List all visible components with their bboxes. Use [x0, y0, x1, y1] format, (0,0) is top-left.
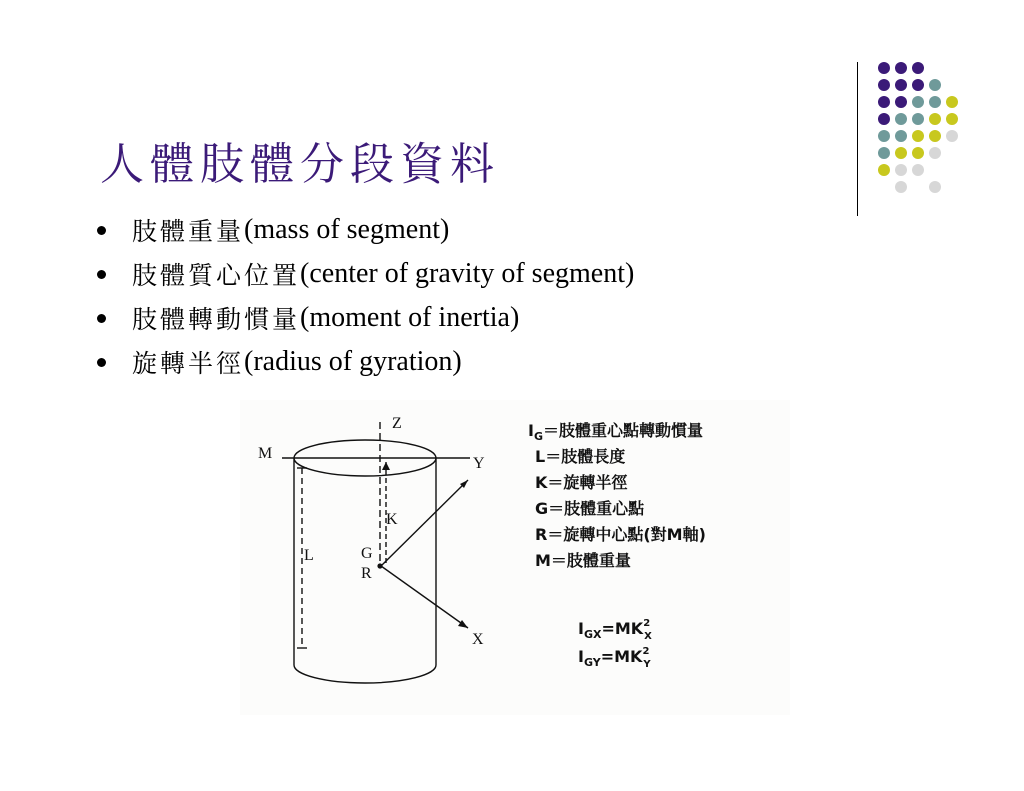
decorative-dot [929, 96, 941, 108]
slide-title: 人體肢體分段資料 [100, 139, 500, 190]
bullet-text-zh: 肢體轉動慣量 [132, 305, 301, 334]
decorative-dot [912, 62, 924, 74]
legend-line: $I_G=$肢體重心點轉動慣量 [528, 421, 703, 443]
m-label: M [258, 445, 273, 462]
decorative-dot [878, 130, 890, 142]
decorative-dot [895, 147, 907, 159]
g-label: G [361, 545, 373, 562]
legend-line: R＝旋轉中心點(對M軸) [535, 525, 706, 544]
formula-igx: $I_{GX}=MK^2$ X [578, 618, 652, 642]
decorative-dot [929, 130, 941, 142]
decorative-dot [912, 113, 924, 125]
decorative-dot [895, 113, 907, 125]
k-arrow-head [382, 462, 390, 470]
decorative-dot [895, 130, 907, 142]
segment-diagram-figure [240, 400, 790, 715]
z-label: Z [392, 415, 402, 432]
legend-line: G＝肢體重心點 [535, 499, 645, 518]
bullet-item [97, 340, 634, 384]
decorative-dot [878, 79, 890, 91]
bullet-text-en: (mass of segment) [244, 214, 450, 245]
decorative-dot [912, 79, 924, 91]
decorative-dot [878, 113, 890, 125]
bullet-text-en: (radius of gyration) [244, 346, 462, 377]
bullet-text-zh: 肢體質心位置 [132, 261, 301, 290]
decorative-dot [878, 164, 890, 176]
decorative-dot [929, 79, 941, 91]
formula-igy: $I_{GY}=MK^2$ Y [578, 646, 651, 670]
bullet-text-en: (moment of inertia) [300, 302, 520, 333]
bullet-item [97, 252, 634, 296]
bullet-icon [97, 358, 106, 367]
legend-line: L＝肢體長度 [535, 447, 626, 466]
decorative-dot [895, 181, 907, 193]
x-label: X [472, 631, 484, 648]
r-label: R [361, 565, 372, 582]
k-label: K [386, 511, 398, 528]
decorative-dot [946, 96, 958, 108]
decorative-dot [878, 147, 890, 159]
bullet-icon [97, 226, 106, 235]
decorative-dot-grid [0, 0, 1024, 230]
decorative-dot [946, 130, 958, 142]
decorative-dot [912, 96, 924, 108]
decorative-dot [895, 79, 907, 91]
divider-line [857, 62, 858, 216]
l-label: L [304, 547, 314, 564]
decorative-dot [895, 164, 907, 176]
segment-diagram [240, 400, 790, 715]
decorative-dot [929, 113, 941, 125]
g-point [377, 563, 382, 568]
bullet-item [97, 296, 634, 340]
decorative-dot [878, 62, 890, 74]
decorative-dot [878, 96, 890, 108]
decorative-dot [912, 147, 924, 159]
bullet-icon [97, 314, 106, 323]
formulas [578, 618, 652, 670]
legend-line: K＝旋轉半徑 [535, 473, 628, 492]
decorative-dot [912, 130, 924, 142]
bullet-text-zh: 旋轉半徑 [132, 349, 245, 378]
decorative-dot [912, 164, 924, 176]
decorative-dot [929, 147, 941, 159]
decorative-dot [895, 62, 907, 74]
decorative-dot [929, 181, 941, 193]
decorative-dot [895, 96, 907, 108]
bullet-list [97, 208, 634, 384]
legend-line: M＝肢體重量 [535, 551, 631, 570]
bullet-item [97, 208, 634, 252]
x-axis-line [381, 566, 468, 628]
decorative-dot [946, 113, 958, 125]
bullet-icon [97, 270, 106, 279]
y-label: Y [473, 455, 485, 472]
bullet-text-en: (center of gravity of segment) [300, 258, 635, 289]
cylinder-bottom [294, 665, 436, 683]
bullet-text-zh: 肢體重量 [132, 217, 245, 246]
legend [528, 421, 706, 570]
